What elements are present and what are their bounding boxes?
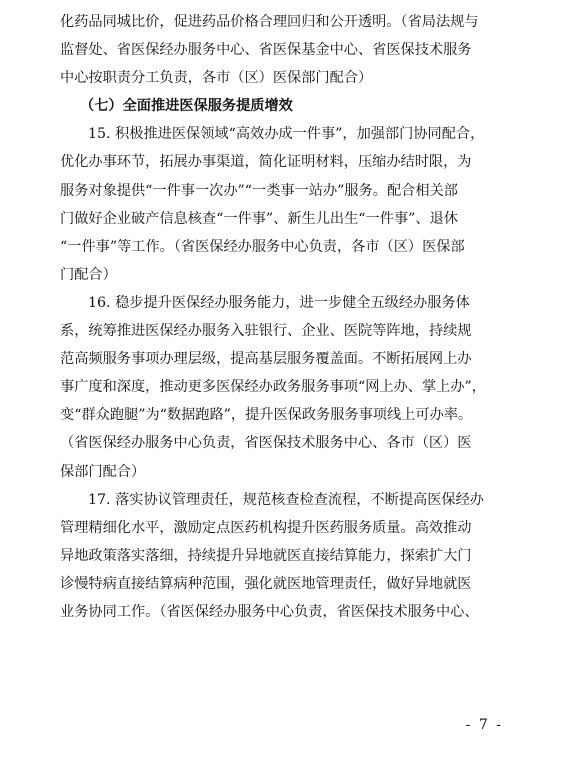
- text-line: 变“群众跑腿”为“数据跑路”，提升医保政务服务事项线上可办率。: [60, 407, 473, 424]
- text-line: 事广度和深度，推动更多医保经办政务服务事项“网上办、掌上办”，: [60, 379, 486, 396]
- paragraph-17-start: 17. 落实协议管理责任，规范核查检查流程，不断提高医保经办: [88, 491, 484, 508]
- text-line: 优化办事环节，拓展办事渠道，简化证明材料，压缩办结时限，为: [60, 154, 472, 171]
- page-number: - 7 -: [465, 717, 503, 733]
- text-line: 诊慢特病直接结算病种范围，强化就医地管理责任，做好异地就医: [60, 575, 472, 592]
- paragraph-16-start: 16. 稳步提升医保经办服务能力，进一步健全五级经办服务体: [88, 294, 470, 311]
- text-line: 门做好企业破产信息核查“一件事”、新生儿出生“一件事”、退休: [60, 210, 458, 227]
- text-line: 管理精细化水平，激励定点医药机构提升医药服务质量。高效推动: [60, 519, 472, 536]
- text-line: （省医保经办服务中心负责，省医保技术服务中心、各市（区）医: [60, 435, 472, 452]
- text-line: 业务协同工作。（省医保经办服务中心负责，省医保技术服务中心、: [60, 603, 479, 620]
- body-text: [60, 8, 510, 626]
- text-line: 异地政策落实落细，持续提升异地就医直接结算能力，探索扩大门: [60, 547, 472, 564]
- section-heading: （七）全面推进医保服务提质增效: [80, 98, 293, 115]
- text-line: 服务对象提供“一件事一次办”“一类事一站办”服务。配合相关部: [60, 182, 458, 199]
- text-line: 中心按职责分工负责，各市（区）医保部门配合）: [60, 70, 373, 87]
- text-line: “一件事”等工作。（省医保经办服务中心负责，各市（区）医保部: [60, 238, 465, 255]
- text-line: 保部门配合）: [60, 463, 146, 480]
- text-line: 化药品同城比价，促进药品价格合理回归和公开透明。（省局法规与: [60, 14, 479, 30]
- text-line: 门配合）: [60, 266, 117, 283]
- text-line: 系，统筹推进医保经办服务入驻银行、企业、医院等阵地，持续规: [60, 323, 472, 340]
- text-line: 监督处、省医保经办服务中心、省医保基金中心、省医保技术服务: [60, 42, 472, 59]
- text-line: 范高频服务事项办理层级，提高基层服务覆盖面。不断拓展网上办: [60, 351, 472, 368]
- paragraph-15-start: 15. 积极推进医保领域“高效办成一件事”，加强部门协同配合，: [88, 126, 485, 143]
